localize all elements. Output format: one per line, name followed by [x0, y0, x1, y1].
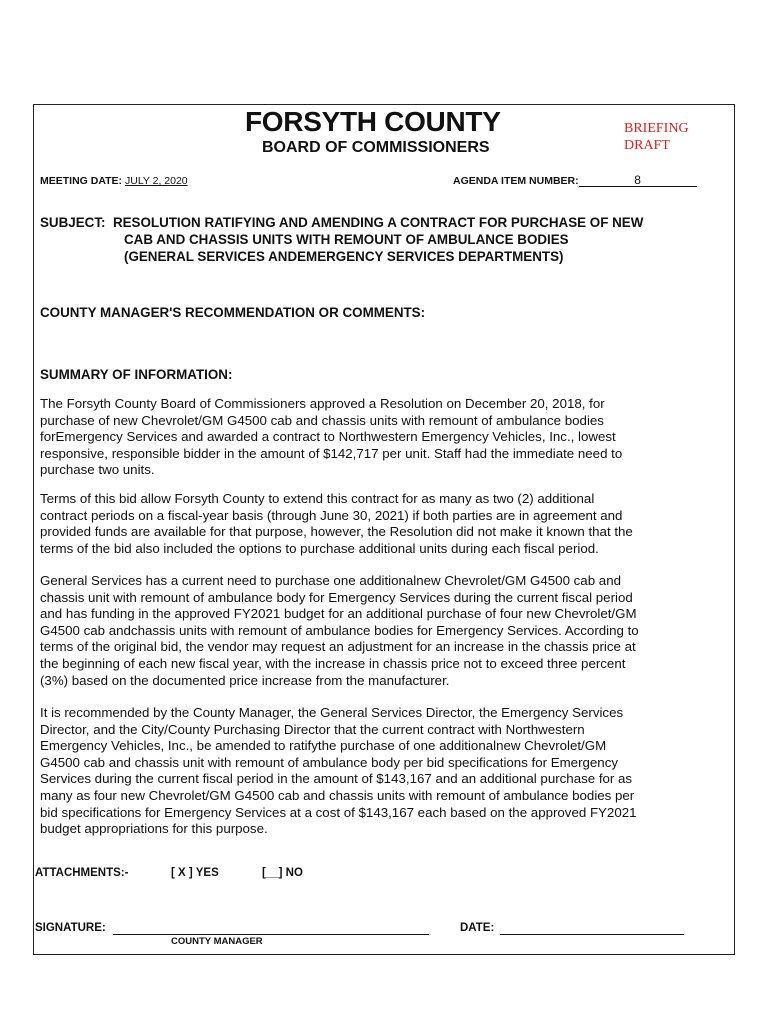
draft-stamp	[624, 120, 689, 154]
attachments-yes-option	[171, 867, 219, 879]
paragraph-line: (3%) based on the documented price increase from the manufacturer.	[40, 672, 450, 688]
subject-line-3: (GENERAL SERVICES ANDEMERGENCY SERVICES DEPARTMENTS)	[124, 249, 564, 264]
agenda-item-value: 8	[579, 175, 697, 187]
subject-line-2: CAB AND CHASSIS UNITS WITH REMOUNT OF AMBULANCE BODIES	[124, 232, 569, 247]
manager-comments-heading: COUNTY MANAGER'S RECOMMENDATION OR COMMENTS:	[40, 305, 426, 320]
agenda-item	[453, 175, 697, 187]
paragraph-line: responsive, responsible bidder in the amount of $142,717 per unit. Staff had the immediate need to	[40, 445, 623, 461]
date-label: DATE:	[460, 922, 495, 934]
signature-line	[113, 934, 429, 935]
paragraph-line: forEmergency Services and awarded a contract to Northwestern Emergency Vehicles, Inc., lowest	[40, 429, 616, 445]
meeting-date	[40, 175, 188, 187]
board-subtitle: BOARD OF COMMISSIONERS	[262, 139, 490, 156]
summary-paragraph-2	[40, 491, 730, 557]
county-title: FORSYTH COUNTY	[245, 106, 501, 137]
paragraph-line: budget appropriations for this purpose.	[40, 821, 268, 837]
paragraph-line: Terms of this bid allow Forsyth County to extend this contract for as many as two (2) additional	[40, 491, 595, 506]
meeting-date-label: MEETING DATE:	[40, 175, 123, 187]
paragraph-line: Services during the current fiscal period in the amount of $143,167 and an additional purchase for as	[40, 771, 633, 787]
paragraph-line: bid specifications for Emergency Services at a cost of $143,167 each based on the approved FY2021	[40, 804, 637, 820]
subject-block	[40, 214, 643, 265]
summary-paragraph-4	[40, 705, 730, 838]
draft-stamp-line2: DRAFT	[624, 138, 670, 153]
attachments-no-checkbox: [__]	[262, 867, 283, 879]
paragraph-line: chassis unit with remount of ambulance body for Emergency Services during the current fiscal period	[40, 589, 633, 605]
attachments-label: ATTACHMENTS:-	[35, 867, 129, 879]
meeting-date-value: JULY 2, 2020	[124, 175, 188, 187]
paragraph-line: terms of the bid also included the options to purchase additional units during each fiscal period.	[40, 540, 599, 556]
paragraph-line: many as four new Chevrolet/GM G4500 cab and chassis units with remount of ambulance bodies per	[40, 787, 635, 803]
paragraph-line: provided funds are available for that purpose, however, the Resolution did not make it known that the	[40, 524, 633, 540]
summary-paragraph-3	[40, 573, 730, 689]
agenda-item-label: AGENDA ITEM NUMBER:	[453, 175, 579, 187]
paragraph-line: contract periods on a fiscal-year basis (through June 30, 2021) if both parties are in agreement and	[40, 507, 623, 523]
draft-stamp-line1: BRIEFING	[624, 121, 689, 136]
paragraph-line: and has funding in the approved FY2021 budget for an additional purchase of four new Chevrolet/GM	[40, 606, 637, 622]
summary-paragraph-1	[40, 396, 730, 479]
attachments-no-option	[262, 867, 303, 879]
paragraph-line: terms of the original bid, the vendor may request an adjustment for an increase in the chassis price at	[40, 639, 636, 655]
paragraph-line: The Forsyth County Board of Commissioners approved a Resolution on December 20, 2018, for	[40, 396, 605, 411]
signature-sublabel: COUNTY MANAGER	[171, 936, 263, 947]
paragraph-line: G4500 cab and chassis unit with remount of ambulance body per bid specifications for Emergency	[40, 754, 618, 770]
paragraph-line: G4500 cab andchassis units with remount of ambulance bodies for Emergency Services. According to	[40, 622, 639, 638]
attachments-no-label: NO	[285, 867, 303, 879]
paragraph-line: the beginning of each new fiscal year, with the increase in chassis price not to exceed three percent	[40, 655, 626, 671]
subject-line-1: RESOLUTION RATIFYING AND AMENDING A CONTRACT FOR PURCHASE OF NEW	[112, 215, 644, 230]
paragraph-line: It is recommended by the County Manager, the General Services Director, the Emergency Services	[40, 705, 624, 720]
date-line	[500, 934, 684, 935]
paragraph-line: purchase two units.	[40, 462, 155, 478]
signature-label: SIGNATURE:	[35, 922, 106, 934]
summary-heading: SUMMARY OF INFORMATION:	[40, 367, 233, 382]
attachments-yes-checkbox: [ X ]	[171, 867, 193, 879]
paragraph-line: General Services has a current need to purchase one additionalnew Chevrolet/GM G4500 cab and	[40, 573, 621, 588]
paragraph-line: Emergency Vehicles, Inc., be amended to ratifythe purchase of one additionalnew Chevrolet/GM	[40, 738, 607, 754]
attachments-yes-label: YES	[195, 867, 219, 879]
paragraph-line: Director, and the City/County Purchasing Director that the current contract with Northwestern	[40, 721, 585, 737]
paragraph-line: purchase of new Chevrolet/GM G4500 cab and chassis units with remount of ambulance bodies	[40, 412, 604, 428]
subject-label: SUBJECT:	[40, 215, 106, 230]
